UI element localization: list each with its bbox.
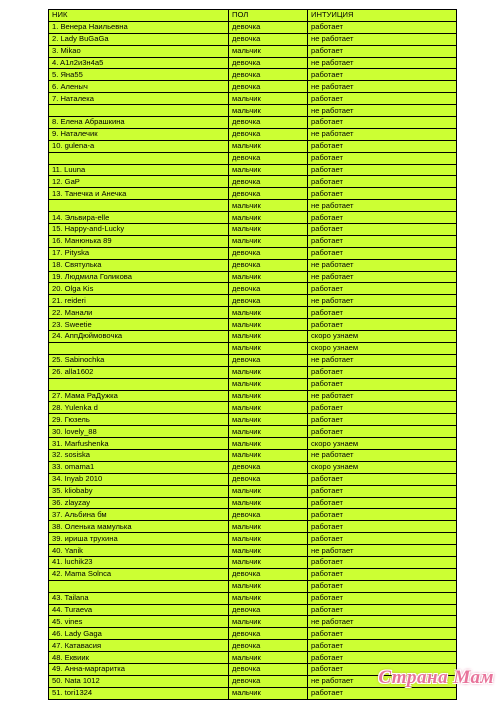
cell-intuition: работает: [308, 378, 457, 390]
cell-nick: 42. Mama Solnca: [49, 568, 229, 580]
cell-sex: мальчик: [229, 414, 308, 426]
table-row: [49, 81, 457, 93]
cell-intuition: работает: [308, 247, 457, 259]
cell-sex: мальчик: [229, 580, 308, 592]
cell-sex: девочка: [229, 461, 308, 473]
cell-nick: 12. GaP: [49, 176, 229, 188]
cell-intuition: работает: [308, 188, 457, 200]
cell-intuition: работает: [308, 176, 457, 188]
cell-nick: 44. Turaeva: [49, 604, 229, 616]
table-row: [49, 426, 457, 438]
cell-nick: [49, 580, 229, 592]
cell-sex: девочка: [229, 81, 308, 93]
table-row: [49, 307, 457, 319]
cell-intuition: не работает: [308, 449, 457, 461]
cell-intuition: работает: [308, 69, 457, 81]
cell-intuition: не работает: [308, 390, 457, 402]
table-row: [49, 473, 457, 485]
cell-nick: 47. Катавасия: [49, 640, 229, 652]
table-row: [49, 533, 457, 545]
cell-intuition: не работает: [308, 259, 457, 271]
cell-nick: 6. Аленыч: [49, 81, 229, 93]
cell-intuition: не работает: [308, 354, 457, 366]
cell-intuition: не работает: [308, 675, 457, 687]
cell-intuition: работает: [308, 580, 457, 592]
cell-nick: [49, 342, 229, 354]
cell-sex: девочка: [229, 152, 308, 164]
cell-sex: мальчик: [229, 521, 308, 533]
cell-nick: 13. Танечка и Анечка: [49, 188, 229, 200]
cell-intuition: работает: [308, 212, 457, 224]
cell-intuition: не работает: [308, 33, 457, 45]
cell-intuition: работает: [308, 93, 457, 105]
cell-sex: девочка: [229, 128, 308, 140]
cell-intuition: работает: [308, 307, 457, 319]
cell-nick: 5. Яна55: [49, 69, 229, 81]
table-row: [49, 687, 457, 699]
cell-nick: 32. sosiska: [49, 449, 229, 461]
table-row: [49, 33, 457, 45]
table-row: [49, 640, 457, 652]
table-row: [49, 521, 457, 533]
cell-intuition: работает: [308, 663, 457, 675]
table-row: [49, 93, 457, 105]
cell-nick: 8. Елена Абрашкина: [49, 117, 229, 129]
table-row: [49, 580, 457, 592]
cell-sex: девочка: [229, 117, 308, 129]
cell-intuition: работает: [308, 604, 457, 616]
cell-sex: девочка: [229, 33, 308, 45]
cell-nick: 4. A1л2и3н4а5: [49, 57, 229, 69]
table-row: [49, 200, 457, 212]
cell-nick: 45. vines: [49, 616, 229, 628]
cell-sex: мальчик: [229, 307, 308, 319]
cell-sex: мальчик: [229, 212, 308, 224]
cell-nick: 16. Манюнька 89: [49, 235, 229, 247]
cell-sex: мальчик: [229, 93, 308, 105]
cell-nick: 24. АппДюймовочка: [49, 331, 229, 343]
cell-sex: мальчик: [229, 200, 308, 212]
header-intuition: ИНТУИЦИЯ: [308, 10, 457, 22]
cell-nick: [49, 200, 229, 212]
table-row: [49, 45, 457, 57]
table-header-row: [49, 10, 457, 22]
cell-intuition: работает: [308, 402, 457, 414]
cell-nick: 18. Святулька: [49, 259, 229, 271]
cell-nick: 49. Анна-маргаритка: [49, 663, 229, 675]
table-row: [49, 402, 457, 414]
table-row: [49, 140, 457, 152]
header-nick: НИК: [49, 10, 229, 22]
table-row: [49, 378, 457, 390]
cell-sex: мальчик: [229, 652, 308, 664]
table-row: [49, 331, 457, 343]
cell-intuition: работает: [308, 426, 457, 438]
cell-sex: мальчик: [229, 366, 308, 378]
table-row: [49, 616, 457, 628]
cell-nick: 31. Marfushenka: [49, 438, 229, 450]
cell-intuition: работает: [308, 640, 457, 652]
table-row: [49, 592, 457, 604]
cell-nick: 33. omama1: [49, 461, 229, 473]
table-row: [49, 342, 457, 354]
cell-sex: мальчик: [229, 592, 308, 604]
cell-nick: 14. Эльвира-elle: [49, 212, 229, 224]
cell-nick: 2. Lady BuGaGa: [49, 33, 229, 45]
cell-intuition: работает: [308, 556, 457, 568]
cell-nick: [49, 105, 229, 117]
cell-intuition: работает: [308, 509, 457, 521]
cell-sex: мальчик: [229, 438, 308, 450]
table-row: [49, 438, 457, 450]
cell-sex: мальчик: [229, 545, 308, 557]
table-row: [49, 461, 457, 473]
cell-sex: мальчик: [229, 140, 308, 152]
table-row: [49, 164, 457, 176]
cell-intuition: работает: [308, 628, 457, 640]
cell-nick: 20. Olga Kis: [49, 283, 229, 295]
cell-sex: мальчик: [229, 342, 308, 354]
table-row: [49, 176, 457, 188]
cell-sex: мальчик: [229, 45, 308, 57]
cell-nick: [49, 378, 229, 390]
table-row: [49, 21, 457, 33]
cell-sex: мальчик: [229, 319, 308, 331]
cell-nick: 40. Yanik: [49, 545, 229, 557]
table-row: [49, 212, 457, 224]
table-row: [49, 235, 457, 247]
table-row: [49, 652, 457, 664]
cell-sex: мальчик: [229, 224, 308, 236]
cell-sex: девочка: [229, 176, 308, 188]
cell-nick: 51. tori1324: [49, 687, 229, 699]
table-row: [49, 283, 457, 295]
cell-nick: 43. Tailana: [49, 592, 229, 604]
table-row: [49, 366, 457, 378]
cell-intuition: работает: [308, 235, 457, 247]
cell-nick: 26. alla1602: [49, 366, 229, 378]
cell-nick: 41. luchik23: [49, 556, 229, 568]
cell-intuition: работает: [308, 319, 457, 331]
table-row: [49, 414, 457, 426]
table-row: [49, 319, 457, 331]
cell-sex: девочка: [229, 640, 308, 652]
cell-sex: девочка: [229, 259, 308, 271]
table-row: [49, 295, 457, 307]
cell-intuition: работает: [308, 152, 457, 164]
table-row: [49, 224, 457, 236]
cell-intuition: работает: [308, 140, 457, 152]
table-row: [49, 57, 457, 69]
cell-intuition: работает: [308, 224, 457, 236]
cell-intuition: не работает: [308, 200, 457, 212]
cell-intuition: работает: [308, 592, 457, 604]
cell-nick: 17. Pityska: [49, 247, 229, 259]
cell-sex: мальчик: [229, 533, 308, 545]
cell-intuition: скоро узнаем: [308, 461, 457, 473]
cell-intuition: не работает: [308, 545, 457, 557]
cell-nick: 27. Мама РаДужка: [49, 390, 229, 402]
cell-intuition: работает: [308, 568, 457, 580]
cell-sex: мальчик: [229, 235, 308, 247]
cell-intuition: не работает: [308, 81, 457, 93]
cell-nick: 25. Sabinochka: [49, 354, 229, 366]
cell-nick: 37. Альбина бм: [49, 509, 229, 521]
cell-intuition: работает: [308, 414, 457, 426]
table-row: [49, 545, 457, 557]
cell-intuition: скоро узнаем: [308, 342, 457, 354]
table-row: [49, 485, 457, 497]
cell-intuition: работает: [308, 283, 457, 295]
cell-intuition: работает: [308, 473, 457, 485]
cell-sex: мальчик: [229, 687, 308, 699]
cell-intuition: работает: [308, 533, 457, 545]
cell-intuition: не работает: [308, 57, 457, 69]
cell-sex: девочка: [229, 604, 308, 616]
cell-nick: 9. Наталечик: [49, 128, 229, 140]
cell-intuition: работает: [308, 485, 457, 497]
cell-sex: мальчик: [229, 271, 308, 283]
cell-sex: мальчик: [229, 331, 308, 343]
table-row: [49, 628, 457, 640]
cell-sex: мальчик: [229, 390, 308, 402]
cell-nick: 29. Гюзель: [49, 414, 229, 426]
cell-intuition: не работает: [308, 128, 457, 140]
table-row: [49, 105, 457, 117]
cell-sex: девочка: [229, 188, 308, 200]
cell-intuition: не работает: [308, 105, 457, 117]
table-row: [49, 128, 457, 140]
cell-nick: 35. kliobaby: [49, 485, 229, 497]
cell-sex: девочка: [229, 663, 308, 675]
cell-nick: 36. zlayzay: [49, 497, 229, 509]
cell-sex: девочка: [229, 509, 308, 521]
cell-sex: девочка: [229, 57, 308, 69]
table-body: [49, 21, 457, 699]
table-row: [49, 247, 457, 259]
cell-sex: мальчик: [229, 449, 308, 461]
table-row: [49, 568, 457, 580]
cell-nick: 46. Lady Gaga: [49, 628, 229, 640]
cell-nick: 19. Людмила Голикова: [49, 271, 229, 283]
cell-intuition: работает: [308, 45, 457, 57]
cell-sex: девочка: [229, 21, 308, 33]
cell-sex: девочка: [229, 628, 308, 640]
cell-nick: 7. Наталека: [49, 93, 229, 105]
cell-sex: мальчик: [229, 616, 308, 628]
cell-sex: девочка: [229, 354, 308, 366]
cell-sex: девочка: [229, 247, 308, 259]
table-row: [49, 556, 457, 568]
table-row: [49, 354, 457, 366]
cell-intuition: скоро узнаем: [308, 331, 457, 343]
cell-nick: 11. Luuna: [49, 164, 229, 176]
cell-sex: мальчик: [229, 105, 308, 117]
table-row: [49, 497, 457, 509]
cell-nick: 34. Inyab 2010: [49, 473, 229, 485]
table-row: [49, 259, 457, 271]
cell-nick: 30. lovely_88: [49, 426, 229, 438]
table-row: [49, 117, 457, 129]
cell-intuition: не работает: [308, 616, 457, 628]
cell-nick: 21. reideri: [49, 295, 229, 307]
table-row: [49, 271, 457, 283]
cell-sex: мальчик: [229, 426, 308, 438]
table-row: [49, 390, 457, 402]
cell-nick: 10. gulena-a: [49, 140, 229, 152]
cell-nick: 38. Оленька мамулька: [49, 521, 229, 533]
cell-sex: мальчик: [229, 485, 308, 497]
strana-mam-watermark-logo: Страна Мам: [378, 667, 494, 688]
cell-nick: 23. Sweetie: [49, 319, 229, 331]
cell-sex: девочка: [229, 295, 308, 307]
cell-sex: девочка: [229, 69, 308, 81]
table-row: [49, 604, 457, 616]
cell-sex: мальчик: [229, 497, 308, 509]
cell-sex: мальчик: [229, 556, 308, 568]
cell-intuition: работает: [308, 652, 457, 664]
cell-intuition: работает: [308, 164, 457, 176]
cell-intuition: работает: [308, 497, 457, 509]
table-row: [49, 152, 457, 164]
header-sex: ПОЛ: [229, 10, 308, 22]
cell-intuition: не работает: [308, 295, 457, 307]
cell-sex: девочка: [229, 568, 308, 580]
cell-sex: девочка: [229, 675, 308, 687]
cell-sex: девочка: [229, 473, 308, 485]
table-row: [49, 188, 457, 200]
table-row: [49, 509, 457, 521]
cell-intuition: работает: [308, 687, 457, 699]
cell-intuition: работает: [308, 521, 457, 533]
cell-intuition: работает: [308, 366, 457, 378]
cell-nick: 28. Yulenka d: [49, 402, 229, 414]
cell-sex: девочка: [229, 283, 308, 295]
cell-nick: 48. Еквиик: [49, 652, 229, 664]
cell-sex: мальчик: [229, 378, 308, 390]
cell-intuition: работает: [308, 117, 457, 129]
cell-intuition: не работает: [308, 271, 457, 283]
results-table: [48, 9, 457, 700]
cell-sex: мальчик: [229, 164, 308, 176]
cell-nick: 15. Happy-and-Lucky: [49, 224, 229, 236]
cell-intuition: скоро узнаем: [308, 438, 457, 450]
table-row: [49, 69, 457, 81]
cell-nick: 3. Mikao: [49, 45, 229, 57]
cell-nick: 1. Венера Наильевна: [49, 21, 229, 33]
cell-intuition: работает: [308, 21, 457, 33]
cell-nick: 50. Nata 1012: [49, 675, 229, 687]
cell-sex: мальчик: [229, 402, 308, 414]
cell-nick: 22. Манали: [49, 307, 229, 319]
cell-nick: 39. ириша трухина: [49, 533, 229, 545]
cell-nick: [49, 152, 229, 164]
table-row: [49, 449, 457, 461]
